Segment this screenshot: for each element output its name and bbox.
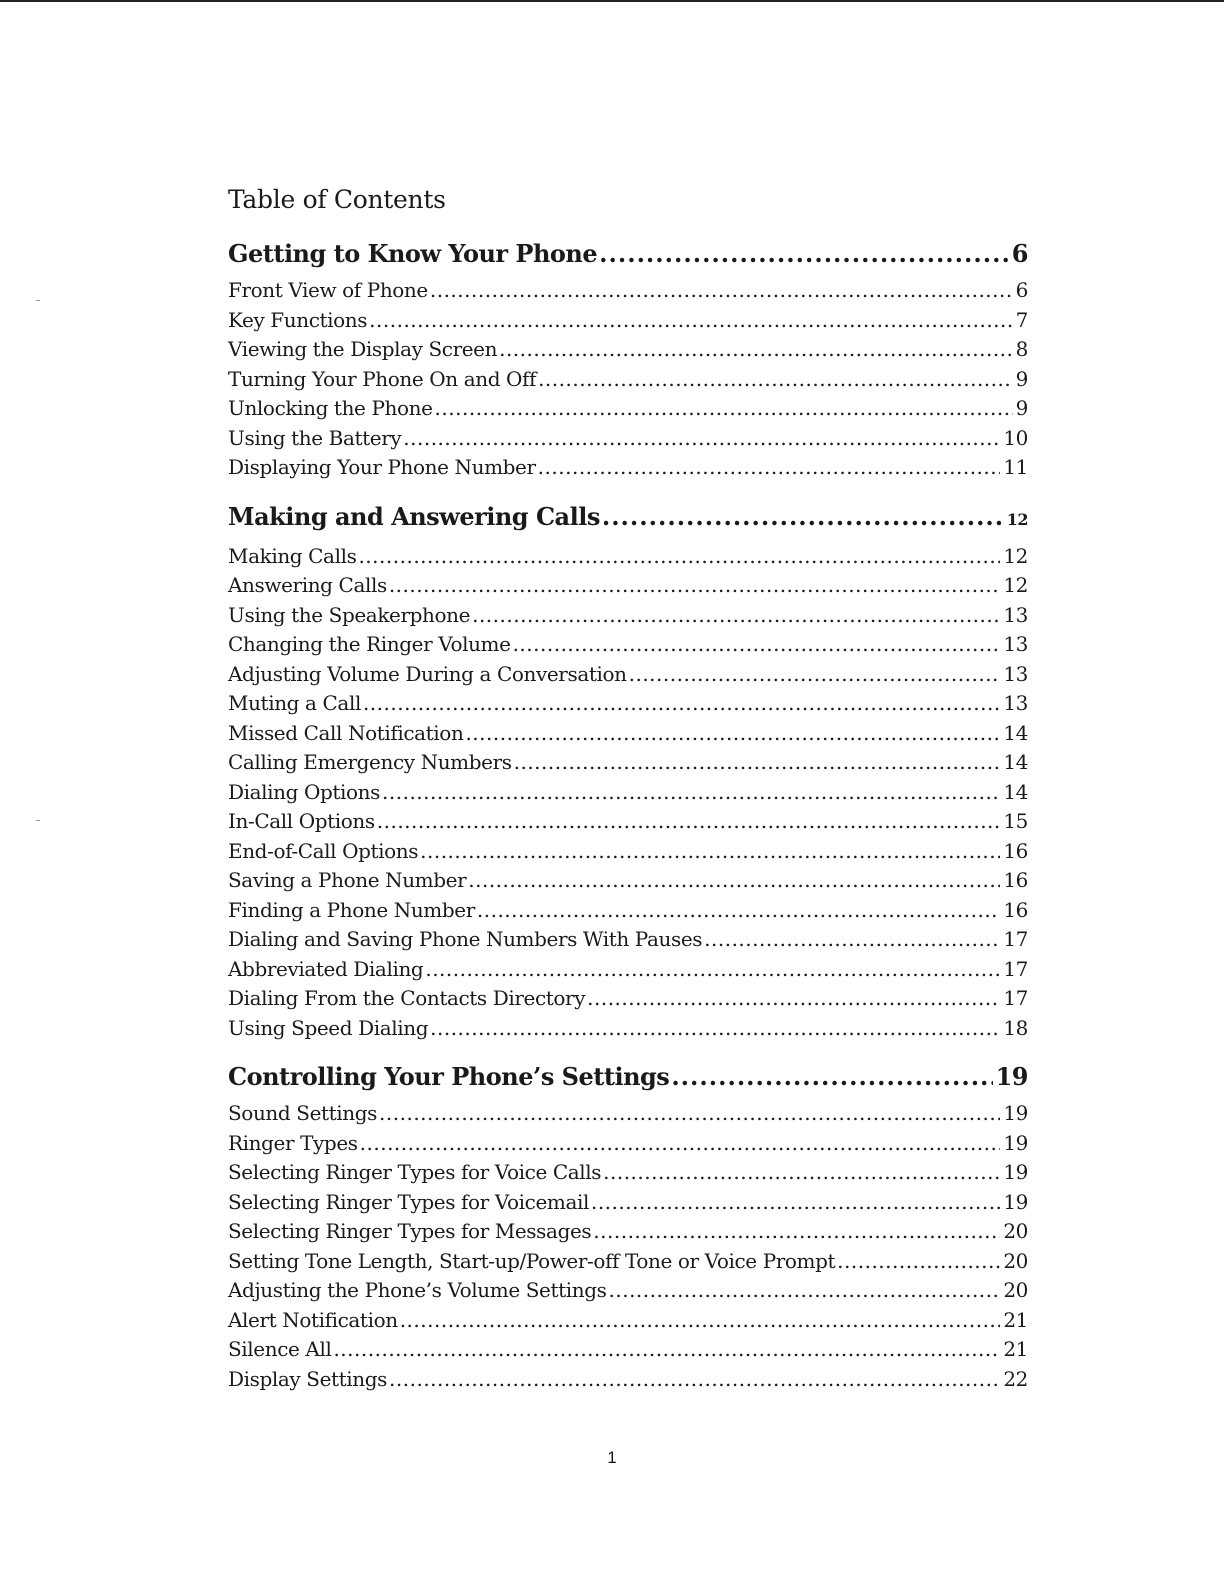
- toc-section: [228, 1057, 1028, 1394]
- toc-entry-label: Answering Calls: [228, 573, 387, 597]
- toc-entry-page-number: 17: [1003, 986, 1028, 1010]
- toc-entry-page-number: 16: [1003, 838, 1028, 863]
- toc-entry-label: Using the Battery: [228, 425, 402, 450]
- toc-entry-page-number: 21: [1003, 1307, 1028, 1332]
- toc-entry-label: Finding a Phone Number: [228, 897, 475, 922]
- toc-entry[interactable]: [228, 1335, 1028, 1365]
- toc-entry[interactable]: [228, 601, 1028, 631]
- toc-entry-label: Selecting Ringer Types for Voicemail: [228, 1189, 589, 1214]
- toc-entry-label: Alert Notification: [228, 1307, 398, 1332]
- dot-leader: [593, 1217, 1000, 1247]
- toc-entry[interactable]: [228, 866, 1028, 896]
- toc-entry-page-number: 19: [1003, 1130, 1028, 1155]
- page-title: Table of Contents: [228, 185, 446, 214]
- toc-entry[interactable]: [228, 1099, 1028, 1129]
- toc-entry-label: Turning Your Phone On and Off: [228, 366, 537, 391]
- toc-entry-page-number: 15: [1003, 809, 1028, 833]
- toc-entry-label: In-Call Options: [228, 809, 375, 833]
- toc-entry-label: Dialing From the Contacts Directory: [228, 986, 586, 1010]
- toc-entry[interactable]: [228, 1014, 1028, 1044]
- dot-leader: [587, 984, 1000, 1014]
- toc-entry-label: Silence All: [228, 1337, 332, 1361]
- toc-entry[interactable]: [228, 424, 1028, 454]
- dot-leader: [629, 660, 1001, 690]
- page-number: 1: [607, 1448, 617, 1467]
- dot-leader: [333, 1335, 1000, 1365]
- toc-entry-label: Ringer Types: [228, 1130, 358, 1155]
- dot-leader: [499, 335, 1013, 365]
- toc-entry-page-number: 17: [1003, 956, 1028, 981]
- dot-leader: [430, 1014, 1000, 1044]
- section-heading[interactable]: [228, 497, 1028, 540]
- toc-entry[interactable]: [228, 689, 1028, 719]
- toc-entry-page-number: 19: [1003, 1101, 1028, 1125]
- toc-entry-page-number: 22: [1003, 1366, 1028, 1391]
- toc-entry[interactable]: [228, 306, 1028, 336]
- dot-leader: [599, 234, 1009, 274]
- toc-entry-label: Dialing Options: [228, 779, 381, 804]
- dot-leader: [389, 571, 1001, 601]
- toc-entry-label: Dialing and Saving Phone Numbers With Pauses: [228, 927, 703, 951]
- dot-leader: [358, 542, 1000, 572]
- toc-entry-page-number: 9: [1015, 366, 1028, 391]
- dot-leader: [538, 365, 1013, 395]
- dot-leader: [837, 1247, 1000, 1277]
- dot-leader: [420, 837, 1000, 867]
- scan-speck: [36, 300, 40, 301]
- toc-entry-label: Display Settings: [228, 1366, 388, 1391]
- toc-entry-label: Sound Settings: [228, 1101, 378, 1125]
- dot-leader: [465, 719, 1000, 749]
- dot-leader: [513, 630, 1001, 660]
- dot-leader: [671, 1057, 992, 1097]
- toc-entry-page-number: 20: [1003, 1219, 1028, 1243]
- toc-section: [228, 234, 1028, 483]
- dot-leader: [602, 497, 1004, 537]
- toc-entry[interactable]: [228, 1306, 1028, 1336]
- toc-entry-page-number: 12: [1003, 543, 1028, 568]
- dot-leader: [430, 276, 1013, 306]
- toc-entry-label: Selecting Ringer Types for Messages: [228, 1219, 592, 1243]
- dot-leader: [360, 1129, 1001, 1159]
- toc-entry-page-number: 19: [1003, 1160, 1028, 1184]
- toc-entry-label: Calling Emergency Numbers: [228, 750, 512, 774]
- toc-entry-label: Adjusting the Phone’s Volume Settings: [228, 1278, 607, 1302]
- dot-leader: [425, 955, 1000, 985]
- scan-speck: [36, 820, 40, 821]
- toc-entry-page-number: 13: [1003, 691, 1028, 715]
- toc-entry-page-number: 20: [1003, 1278, 1028, 1302]
- dot-leader: [591, 1188, 1000, 1218]
- toc-entry-page-number: 13: [1003, 602, 1028, 627]
- dot-leader: [514, 748, 1001, 778]
- dot-leader: [609, 1276, 1001, 1306]
- dot-leader: [382, 778, 1000, 808]
- dot-leader: [704, 925, 1000, 955]
- toc-entry[interactable]: [228, 955, 1028, 985]
- toc-entry[interactable]: [228, 335, 1028, 365]
- toc-entry-page-number: 10: [1003, 425, 1028, 450]
- toc-entry-page-number: 14: [1003, 779, 1028, 804]
- toc-entry-label: Making Calls: [228, 543, 357, 568]
- toc-entry[interactable]: [228, 1217, 1028, 1247]
- toc-entry-page-number: 18: [1003, 1015, 1028, 1040]
- toc-entry[interactable]: [228, 1188, 1028, 1218]
- toc-section: [228, 497, 1028, 1044]
- toc-entry[interactable]: [228, 748, 1028, 778]
- toc-entry-page-number: 14: [1003, 720, 1028, 745]
- page-top-border: [0, 0, 1224, 2]
- toc-entry-label: Front View of Phone: [228, 278, 428, 302]
- dot-leader: [379, 1099, 1000, 1129]
- toc-entry[interactable]: [228, 571, 1028, 601]
- toc-entry-label: Changing the Ringer Volume: [228, 632, 511, 656]
- section-page-number: 12: [1006, 509, 1028, 529]
- dot-leader: [369, 306, 1013, 336]
- toc-page: [228, 180, 1028, 1394]
- toc-entry-page-number: 20: [1003, 1248, 1028, 1273]
- dot-leader: [603, 1158, 1000, 1188]
- dot-leader: [363, 689, 1000, 719]
- section-heading[interactable]: [228, 234, 1028, 274]
- toc-entry-page-number: 7: [1015, 307, 1028, 332]
- toc-entry[interactable]: [228, 984, 1028, 1014]
- section-heading-label: Getting to Know Your Phone: [228, 239, 598, 268]
- toc-entry[interactable]: [228, 365, 1028, 395]
- dot-leader: [468, 866, 1000, 896]
- toc-entry[interactable]: [228, 925, 1028, 955]
- toc-entry[interactable]: [228, 896, 1028, 926]
- toc-entry-page-number: 13: [1003, 632, 1028, 656]
- dot-leader: [538, 453, 1001, 483]
- toc-entry[interactable]: [228, 807, 1028, 837]
- toc-entry[interactable]: [228, 276, 1028, 306]
- toc-entry-label: Key Functions: [228, 307, 368, 332]
- toc-list: [228, 234, 1028, 1394]
- toc-entry-label: Unlocking the Phone: [228, 396, 433, 420]
- toc-entry-page-number: 12: [1003, 573, 1028, 597]
- toc-entry-label: Muting a Call: [228, 691, 361, 715]
- toc-entry-page-number: 13: [1003, 661, 1028, 686]
- toc-entry-page-number: 8: [1015, 337, 1028, 361]
- section-heading-label: Controlling Your Phone’s Settings: [228, 1062, 670, 1091]
- toc-entry-page-number: 16: [1003, 868, 1028, 892]
- toc-entry-label: Selecting Ringer Types for Voice Calls: [228, 1160, 602, 1184]
- section-page-number: 6: [1011, 239, 1028, 268]
- toc-entry-label: Setting Tone Length, Start-up/Power-off Tone or Voice Prompt: [228, 1248, 836, 1273]
- toc-entry-page-number: 19: [1003, 1189, 1028, 1214]
- toc-entry-label: End-of-Call Options: [228, 838, 419, 863]
- toc-entry-label: Missed Call Notification: [228, 720, 464, 745]
- toc-entry-page-number: 9: [1015, 396, 1028, 420]
- toc-entry[interactable]: [228, 660, 1028, 690]
- toc-entry[interactable]: [228, 1365, 1028, 1395]
- dot-leader: [435, 394, 1013, 424]
- toc-entry[interactable]: [228, 542, 1028, 572]
- toc-entry[interactable]: [228, 1276, 1028, 1306]
- toc-entry[interactable]: [228, 453, 1028, 483]
- toc-entry[interactable]: [228, 1129, 1028, 1159]
- dot-leader: [477, 896, 1000, 926]
- toc-entry-label: Using Speed Dialing: [228, 1015, 429, 1040]
- toc-entry[interactable]: [228, 719, 1028, 749]
- toc-entry-label: Abbreviated Dialing: [228, 956, 424, 981]
- dot-leader: [389, 1365, 1000, 1395]
- toc-entry[interactable]: [228, 778, 1028, 808]
- dot-leader: [400, 1306, 1001, 1336]
- toc-entry-label: Saving a Phone Number: [228, 868, 467, 892]
- section-heading[interactable]: [228, 1057, 1028, 1097]
- toc-entry[interactable]: [228, 837, 1028, 867]
- section-heading-label: Making and Answering Calls: [228, 501, 600, 531]
- toc-entry[interactable]: [228, 1158, 1028, 1188]
- dot-leader: [377, 807, 1001, 837]
- toc-entry-page-number: 17: [1003, 927, 1028, 951]
- toc-entry[interactable]: [228, 630, 1028, 660]
- toc-entry-page-number: 6: [1015, 278, 1028, 302]
- section-page-number: 19: [995, 1062, 1028, 1091]
- dot-leader: [403, 424, 1000, 454]
- toc-entry-label: Adjusting Volume During a Conversation: [228, 661, 627, 686]
- toc-entry[interactable]: [228, 1247, 1028, 1277]
- toc-entry-page-number: 14: [1003, 750, 1028, 774]
- dot-leader: [472, 601, 1000, 631]
- toc-entry-label: Displaying Your Phone Number: [228, 455, 536, 479]
- toc-entry-label: Viewing the Display Screen: [228, 337, 498, 361]
- toc-entry-page-number: 16: [1003, 897, 1028, 922]
- toc-entry[interactable]: [228, 394, 1028, 424]
- toc-entry-label: Using the Speakerphone: [228, 602, 471, 627]
- toc-entry-page-number: 21: [1003, 1337, 1028, 1361]
- toc-entry-page-number: 11: [1003, 455, 1028, 479]
